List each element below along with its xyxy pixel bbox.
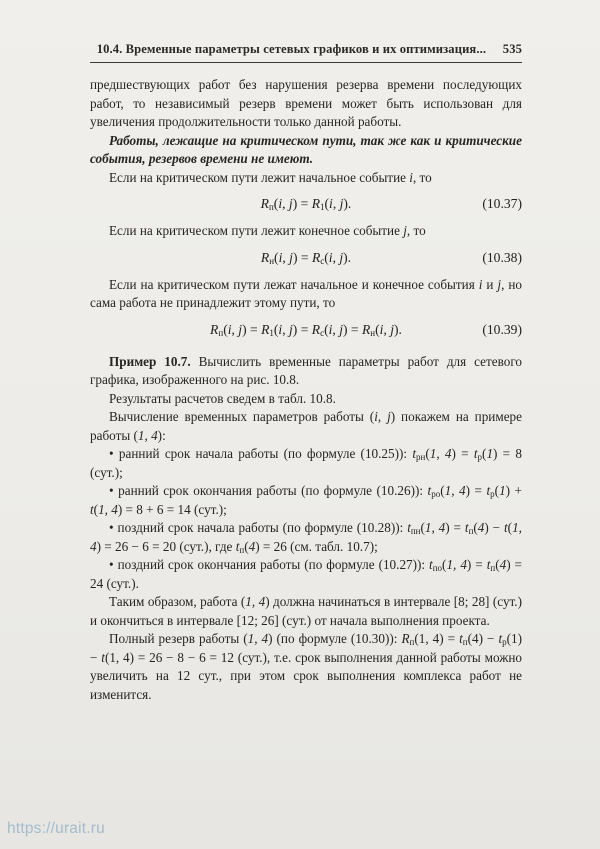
para-if-both-events: Если на критическом пути лежат начальное и конечное события i и j, но сама работа не принадлежит этому пути, то	[90, 276, 523, 310]
formula-10-39-number: (10.39)	[482, 321, 522, 337]
running-head	[90, 42, 522, 57]
para-if-start-event: Если на критическом пути лежит начальное событие i, то	[109, 169, 432, 185]
para-critical-works-note: Работы, лежащие на критическом пути, так же как и критические события, резервов времени не имеют.	[90, 132, 522, 166]
formula-10-38-number: (10.38)	[482, 249, 522, 265]
example-text: Вычислить временные параметры работ для сетевого графика, изображенного на рис. 10.8.	[90, 353, 522, 387]
para-intervals: Таким образом, работа (1, 4) должна начинаться в интервале [8; 28] (сут.) и окончиться в интервале [12; 26] (сут.) от начала выполнения проекта.	[90, 594, 522, 628]
formula-10-39	[90, 313, 522, 348]
formula-10-37-body: $R_п(i$, $j) = R_1(i$, j).	[260, 196, 352, 212]
text-column	[90, 42, 522, 704]
para-if-end-event: Если на критическом пути лежит конечное событие j, то	[109, 223, 426, 238]
list-item-early-start: • ранний срок начала работы (по формуле (10.25)): $t_{рн}(1$, $4) = t_р(1) = 8$ (сут.);	[90, 446, 522, 480]
para-full-reserve: Полный резерв работы (1, 4) (по формуле (10.30)): $R_п(1$, $4) = t_п(4) - t_р(1) - t(1$, 4) = 26 − 8 − 6 = 12 (сут.), т.е. срок выполнения данной работы можно увеличить на 12 сут., при этом срок выполнения комплекса работ не изменится.	[90, 631, 522, 702]
list-item-early-finish: • ранний срок окончания работы (по формуле (10.26)): $t_{ро}(1$, $4) = t_р(1) + t(1$, 4) = 8 + 6 = 14 (сут.);	[90, 483, 522, 517]
para-continuation: предшествующих работ без нарушения резерва времени последующих работ, то независимый резерв времени может быть использован для увеличения продолжительности только данной работы.	[90, 77, 522, 129]
page-body	[90, 76, 522, 704]
formula-10-39-body: $R_п(i$, $j) = R_1(i$, $j) = R_с(i$, $j) = R_н(i$, j).	[210, 321, 402, 338]
example-label: Пример 10.7.	[109, 353, 191, 369]
page-number: 535	[502, 42, 522, 56]
para-calculation-intro: Вычисление временных параметров работы (i, j) покажем на примере работы (1, 4):	[90, 409, 522, 443]
para-example-10-7	[90, 353, 522, 390]
header-rule	[90, 62, 522, 63]
formula-10-38-body: $R_н(i$, $j) = R_с(i$, j).	[260, 249, 352, 266]
list-item-late-start: • поздний срок начала работы (по формуле (10.28)): $t_{пн}(1$, $4) = t_п(4) - t(1$, 4) = 26 − 6 = 20 (сут.), где $t_п(4) = 26$ (см. табл. 10.7);	[90, 520, 522, 555]
formula-10-38	[90, 241, 522, 276]
formula-10-37-number: (10.37)	[482, 196, 522, 211]
running-head-title: 10.4. Временные параметры сетевых графиков и их оптимизация...	[96, 42, 487, 56]
watermark-url: https://urait.ru	[7, 820, 105, 837]
formula-10-37	[90, 187, 522, 222]
list-item-late-finish: • поздний срок окончания работы (по формуле (10.27)): $t_{по}(1$, $4) = t_п(4) = 24$ (сут.).	[90, 557, 522, 591]
para-results: Результаты расчетов сведем в табл. 10.8.	[109, 390, 336, 406]
